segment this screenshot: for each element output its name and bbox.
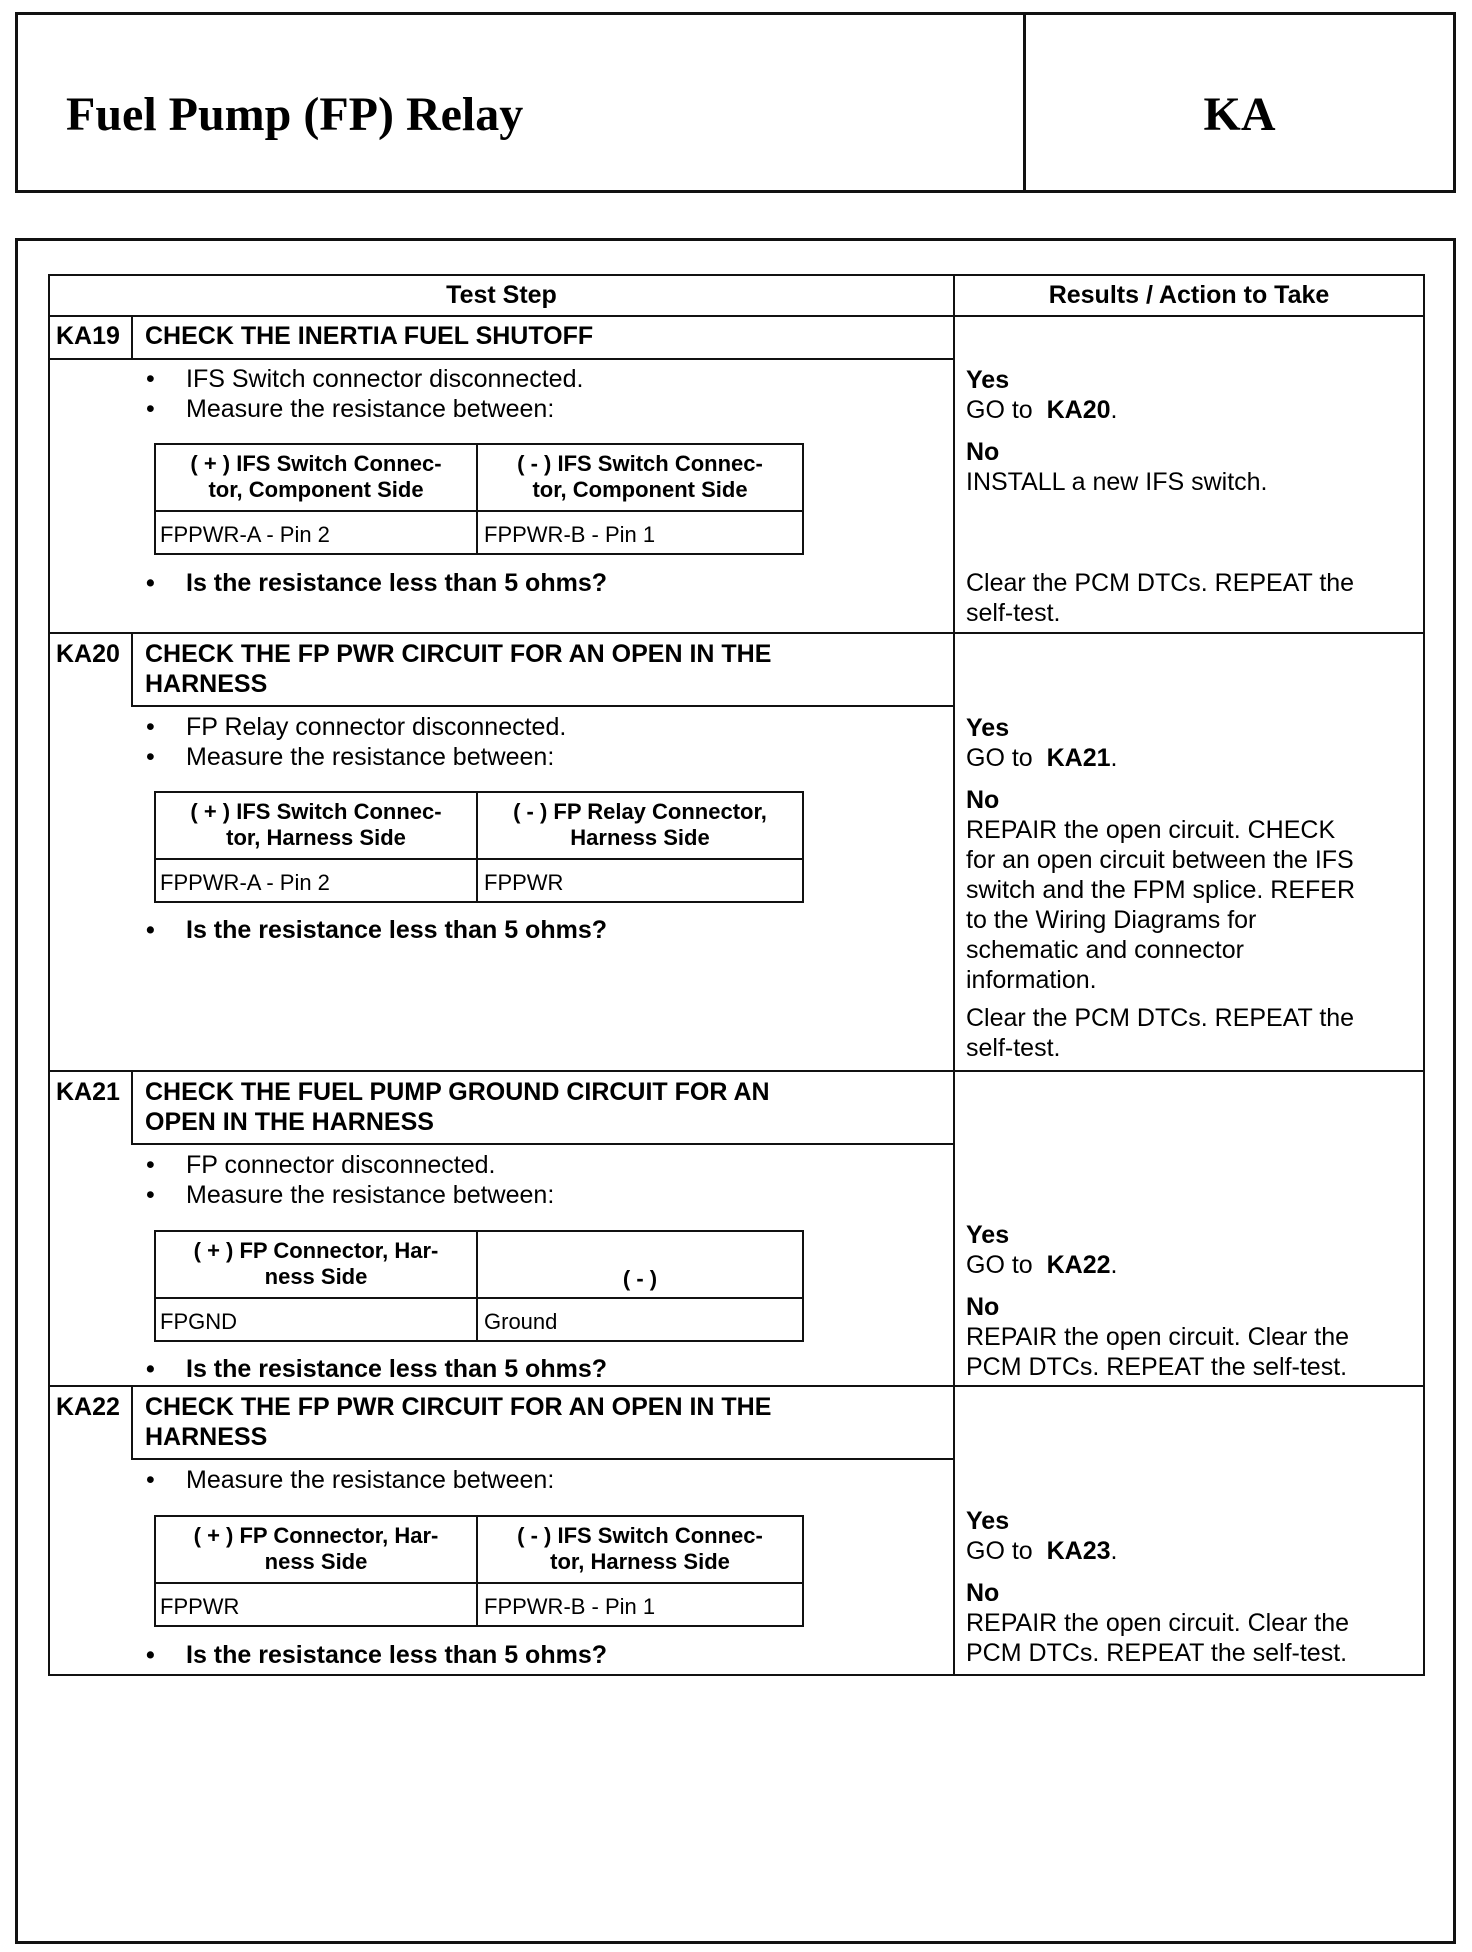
table-header-negative: ( - ) <box>622 1266 658 1291</box>
table-header-negative: ( - ) IFS Switch Connec- <box>517 451 763 476</box>
step-bullet: • IFS Switch connector disconnected. <box>186 364 583 394</box>
result-no-action: information. <box>966 966 1097 994</box>
result-no-action: switch and the FPM splice. REFER <box>966 876 1356 904</box>
result-yes-action: GO to KA22. <box>966 1251 1118 1279</box>
table-cell: FPPWR-B - Pin 1 <box>484 1594 656 1619</box>
table-header-positive: ( + ) IFS Switch Connec- <box>190 799 442 824</box>
result-no-action: REPAIR the open circuit. Clear the <box>966 1323 1350 1351</box>
result-no: No <box>966 1293 1000 1321</box>
table-cell: FPPWR-A - Pin 2 <box>160 870 330 895</box>
table-header-positive: tor, Component Side <box>208 477 424 502</box>
table-header-positive: ness Side <box>264 1264 368 1289</box>
step-question: • Is the resistance less than 5 ohms? <box>186 1354 607 1384</box>
result-yes: Yes <box>966 366 1010 394</box>
table-header-positive: tor, Harness Side <box>226 825 406 850</box>
result-no-action: REPAIR the open circuit. CHECK <box>966 816 1336 844</box>
result-no-action: schematic and connector <box>966 936 1244 964</box>
result-yes: Yes <box>966 714 1010 742</box>
result-no: No <box>966 786 1000 814</box>
result-note: self-test. <box>966 599 1061 627</box>
result-no: No <box>966 438 1000 466</box>
table-cell: Ground <box>484 1309 558 1334</box>
result-no-action: PCM DTCs. REPEAT the self-test. <box>966 1353 1348 1381</box>
measurement-table <box>154 791 804 903</box>
result-note: self-test. <box>966 1034 1061 1062</box>
result-no-action: to the Wiring Diagrams for <box>966 906 1257 934</box>
step-bullet: • FP Relay connector disconnected. <box>186 712 566 742</box>
goto-target: KA20 <box>1046 396 1111 424</box>
step-question: • Is the resistance less than 5 ohms? <box>186 915 607 945</box>
result-yes: Yes <box>966 1507 1010 1535</box>
goto-target: KA21 <box>1046 744 1111 772</box>
table-header-negative: ( - ) FP Relay Connector, <box>513 799 767 824</box>
table-cell: FPPWR <box>160 1594 240 1619</box>
step-id: KA19 <box>56 322 120 350</box>
table-cell: FPPWR-A - Pin 2 <box>160 522 330 547</box>
result-no-action: REPAIR the open circuit. Clear the <box>966 1609 1350 1637</box>
result-no-action: INSTALL a new IFS switch. <box>966 468 1268 496</box>
section-code: KA <box>1203 88 1276 141</box>
step-question: • Is the resistance less than 5 ohms? <box>186 1640 607 1670</box>
step-id: KA22 <box>56 1393 120 1421</box>
goto-target: KA22 <box>1046 1251 1111 1279</box>
result-note: Clear the PCM DTCs. REPEAT the <box>966 1004 1355 1032</box>
measurement-table <box>154 443 804 555</box>
table-header-positive: ness Side <box>264 1549 368 1574</box>
result-no: No <box>966 1579 1000 1607</box>
column-header-test-step: Test Step <box>446 281 557 309</box>
step-title: OPEN IN THE HARNESS <box>145 1108 434 1136</box>
table-cell: FPPWR <box>484 870 564 895</box>
measurement-table <box>154 1230 804 1342</box>
result-yes-action: GO to KA21. <box>966 744 1118 772</box>
table-header-negative: ( - ) IFS Switch Connec- <box>517 1523 763 1548</box>
table-header-positive: ( + ) IFS Switch Connec- <box>190 451 442 476</box>
result-no-action: PCM DTCs. REPEAT the self-test. <box>966 1639 1348 1667</box>
measurement-table <box>154 1515 804 1627</box>
step-title: CHECK THE FP PWR CIRCUIT FOR AN OPEN IN THE <box>145 640 772 668</box>
step-title: CHECK THE FUEL PUMP GROUND CIRCUIT FOR AN <box>145 1078 770 1106</box>
page-title: Fuel Pump (FP) Relay <box>66 88 524 141</box>
step-bullet: • FP connector disconnected. <box>186 1150 495 1180</box>
result-note: Clear the PCM DTCs. REPEAT the <box>966 569 1355 597</box>
step-id: KA21 <box>56 1078 120 1106</box>
result-yes: Yes <box>966 1221 1010 1249</box>
step-title: HARNESS <box>145 1423 268 1451</box>
table-header-positive: ( + ) FP Connector, Har- <box>193 1238 439 1263</box>
table-cell: FPGND <box>160 1309 237 1334</box>
table-header-negative: tor, Harness Side <box>550 1549 730 1574</box>
table-cell: FPPWR-B - Pin 1 <box>484 522 656 547</box>
result-no-action: for an open circuit between the IFS <box>966 846 1354 874</box>
goto-target: KA23 <box>1046 1537 1111 1565</box>
table-header-positive: ( + ) FP Connector, Har- <box>193 1523 439 1548</box>
result-yes-action: GO to KA23. <box>966 1537 1118 1565</box>
column-header-results: Results / Action to Take <box>1048 281 1330 309</box>
step-id: KA20 <box>56 640 120 668</box>
step-title: CHECK THE FP PWR CIRCUIT FOR AN OPEN IN THE <box>145 1393 772 1421</box>
page-header <box>15 12 1456 193</box>
step-bullet: • Measure the resistance between: <box>186 1465 554 1495</box>
step-bullet: • Measure the resistance between: <box>186 742 554 772</box>
table-header-negative: tor, Component Side <box>532 477 748 502</box>
step-question: • Is the resistance less than 5 ohms? <box>186 568 607 598</box>
step-bullet: • Measure the resistance between: <box>186 1180 554 1210</box>
step-title: HARNESS <box>145 670 268 698</box>
step-title: CHECK THE INERTIA FUEL SHUTOFF <box>145 322 594 350</box>
table-header-negative: Harness Side <box>570 825 710 850</box>
result-yes-action: GO to KA20. <box>966 396 1118 424</box>
step-bullet: • Measure the resistance between: <box>186 394 554 424</box>
